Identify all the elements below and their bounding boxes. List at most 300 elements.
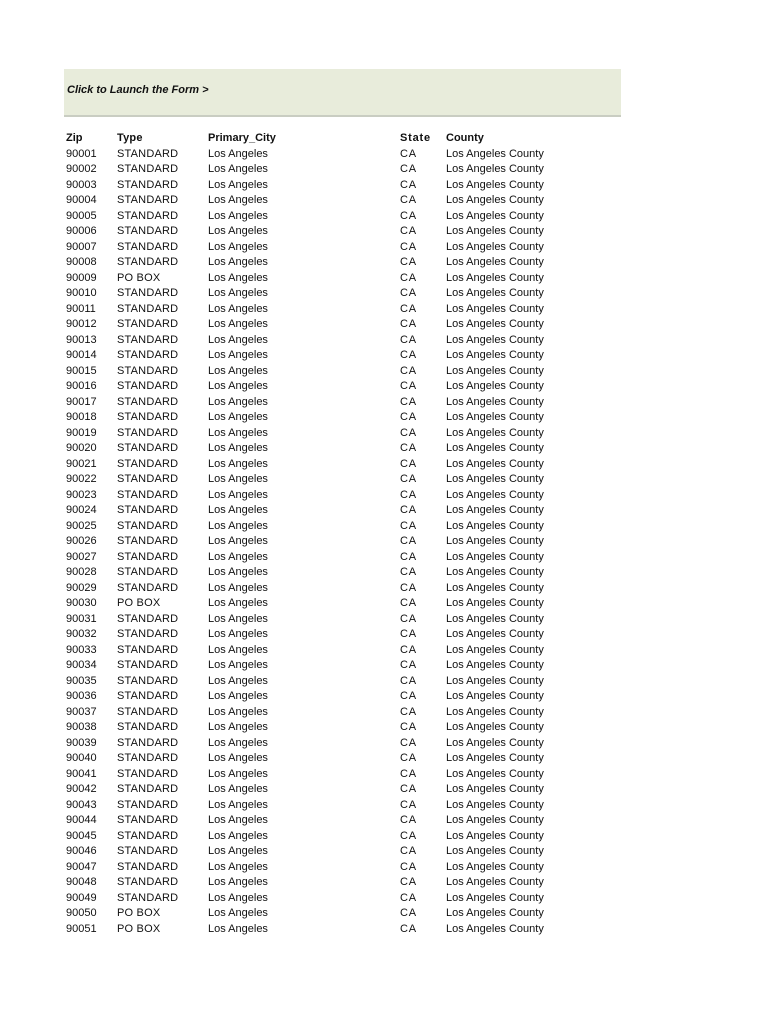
cell-type: STANDARD bbox=[117, 721, 179, 733]
cell-state: CA bbox=[400, 256, 417, 268]
cell-type: STANDARD bbox=[117, 566, 179, 578]
cell-zip: 90042 bbox=[66, 783, 97, 795]
cell-county: Los Angeles County bbox=[446, 535, 544, 547]
cell-primary-city: Los Angeles bbox=[208, 318, 268, 330]
cell-state: CA bbox=[400, 194, 417, 206]
cell-county: Los Angeles County bbox=[446, 612, 544, 625]
cell-county: Los Angeles County bbox=[446, 178, 544, 191]
cell-zip: 90040 bbox=[66, 752, 97, 764]
cell-state: CA bbox=[400, 814, 417, 826]
cell-type: STANDARD bbox=[117, 891, 179, 904]
cell-county: Los Angeles County bbox=[446, 380, 544, 392]
cell-primary-city: Los Angeles bbox=[208, 566, 268, 578]
cell-type: PO BOX bbox=[117, 922, 161, 935]
table-row bbox=[66, 767, 626, 783]
cell-county: Los Angeles County bbox=[446, 845, 544, 857]
cell-state: CA bbox=[400, 550, 417, 563]
cell-zip: 90004 bbox=[66, 194, 97, 206]
cell-county: Los Angeles County bbox=[446, 907, 544, 919]
cell-type: STANDARD bbox=[117, 395, 179, 408]
cell-state: CA bbox=[400, 860, 417, 873]
cell-zip: 90008 bbox=[66, 256, 97, 268]
table-row bbox=[66, 550, 626, 566]
cell-primary-city: Los Angeles bbox=[208, 907, 268, 919]
cell-zip: 90044 bbox=[66, 814, 97, 826]
cell-primary-city: Los Angeles bbox=[208, 876, 268, 888]
table-row bbox=[66, 643, 626, 659]
cell-type: STANDARD bbox=[117, 488, 179, 501]
table-row bbox=[66, 674, 626, 690]
cell-county: Los Angeles County bbox=[446, 318, 544, 330]
cell-county: Los Angeles County bbox=[446, 659, 544, 671]
cell-county: Los Angeles County bbox=[446, 798, 544, 811]
cell-primary-city: Los Angeles bbox=[208, 798, 268, 811]
cell-zip: 90002 bbox=[66, 163, 97, 175]
cell-primary-city: Los Angeles bbox=[208, 147, 268, 160]
cell-type: STANDARD bbox=[117, 426, 179, 439]
cell-county: Los Angeles County bbox=[446, 674, 544, 687]
table-row bbox=[66, 178, 626, 194]
table-row bbox=[66, 751, 626, 767]
cell-type: STANDARD bbox=[117, 209, 179, 222]
zip-table bbox=[66, 131, 626, 937]
cell-county: Los Angeles County bbox=[446, 876, 544, 888]
cell-state: CA bbox=[400, 581, 417, 594]
cell-primary-city: Los Angeles bbox=[208, 814, 268, 826]
cell-state: CA bbox=[400, 674, 417, 687]
cell-primary-city: Los Angeles bbox=[208, 349, 268, 361]
cell-county: Los Angeles County bbox=[446, 597, 544, 609]
cell-state: CA bbox=[400, 411, 417, 423]
cell-county: Los Angeles County bbox=[446, 783, 544, 795]
cell-county: Los Angeles County bbox=[446, 287, 544, 299]
cell-primary-city: Los Angeles bbox=[208, 519, 268, 532]
cell-state: CA bbox=[400, 178, 417, 191]
cell-zip: 90045 bbox=[66, 829, 97, 842]
cell-primary-city: Los Angeles bbox=[208, 457, 268, 470]
table-row bbox=[66, 348, 626, 364]
cell-state: CA bbox=[400, 349, 417, 361]
cell-county: Los Angeles County bbox=[446, 225, 544, 237]
table-row bbox=[66, 720, 626, 736]
cell-zip: 90021 bbox=[66, 457, 97, 470]
cell-state: CA bbox=[400, 488, 417, 501]
cell-type: STANDARD bbox=[117, 845, 179, 857]
cell-zip: 90038 bbox=[66, 721, 97, 733]
cell-county: Los Angeles County bbox=[446, 628, 544, 640]
cell-primary-city: Los Angeles bbox=[208, 178, 268, 191]
cell-type: STANDARD bbox=[117, 442, 179, 454]
cell-county: Los Angeles County bbox=[446, 209, 544, 222]
table-row bbox=[66, 581, 626, 597]
cell-type: STANDARD bbox=[117, 860, 179, 873]
cell-primary-city: Los Angeles bbox=[208, 597, 268, 609]
table-row bbox=[66, 426, 626, 442]
table-row bbox=[66, 364, 626, 380]
table-row bbox=[66, 271, 626, 287]
cell-type: STANDARD bbox=[117, 318, 179, 330]
cell-zip: 90019 bbox=[66, 426, 97, 439]
table-row bbox=[66, 395, 626, 411]
cell-primary-city: Los Angeles bbox=[208, 442, 268, 454]
table-row bbox=[66, 705, 626, 721]
cell-zip: 90032 bbox=[66, 628, 97, 640]
cell-zip: 90010 bbox=[66, 287, 97, 299]
table-row bbox=[66, 612, 626, 628]
table-row bbox=[66, 596, 626, 612]
column-header-county: County bbox=[446, 132, 484, 144]
table-row bbox=[66, 503, 626, 519]
cell-primary-city: Los Angeles bbox=[208, 581, 268, 594]
cell-state: CA bbox=[400, 845, 417, 857]
cell-type: STANDARD bbox=[117, 628, 179, 640]
cell-type: STANDARD bbox=[117, 612, 179, 625]
cell-state: CA bbox=[400, 535, 417, 547]
cell-primary-city: Los Angeles bbox=[208, 209, 268, 222]
cell-type: PO BOX bbox=[117, 907, 161, 919]
cell-type: STANDARD bbox=[117, 457, 179, 470]
launch-form-banner bbox=[64, 69, 621, 117]
cell-county: Los Angeles County bbox=[446, 271, 544, 284]
cell-zip: 90006 bbox=[66, 225, 97, 237]
cell-type: STANDARD bbox=[117, 736, 179, 749]
cell-zip: 90029 bbox=[66, 581, 97, 594]
cell-zip: 90041 bbox=[66, 767, 97, 780]
cell-zip: 90018 bbox=[66, 411, 97, 423]
cell-county: Los Angeles County bbox=[446, 643, 544, 656]
cell-county: Los Angeles County bbox=[446, 860, 544, 873]
cell-zip: 90036 bbox=[66, 690, 97, 702]
column-header-primary-city: Primary_City bbox=[208, 132, 276, 144]
cell-state: CA bbox=[400, 426, 417, 439]
cell-state: CA bbox=[400, 519, 417, 532]
launch-form-link[interactable]: Click to Launch the Form > bbox=[67, 84, 209, 96]
cell-county: Los Angeles County bbox=[446, 829, 544, 842]
cell-primary-city: Los Angeles bbox=[208, 395, 268, 408]
table-row bbox=[66, 922, 626, 938]
cell-county: Los Angeles County bbox=[446, 690, 544, 702]
cell-zip: 90028 bbox=[66, 566, 97, 578]
cell-zip: 90001 bbox=[66, 147, 97, 160]
cell-county: Los Angeles County bbox=[446, 442, 544, 454]
cell-primary-city: Los Angeles bbox=[208, 333, 268, 346]
cell-state: CA bbox=[400, 891, 417, 904]
cell-zip: 90049 bbox=[66, 891, 97, 904]
cell-county: Los Angeles County bbox=[446, 349, 544, 361]
cell-zip: 90046 bbox=[66, 845, 97, 857]
cell-type: STANDARD bbox=[117, 659, 179, 671]
cell-type: PO BOX bbox=[117, 597, 161, 609]
cell-county: Los Angeles County bbox=[446, 194, 544, 206]
table-row bbox=[66, 782, 626, 798]
cell-county: Los Angeles County bbox=[446, 767, 544, 780]
cell-state: CA bbox=[400, 922, 417, 935]
cell-type: STANDARD bbox=[117, 240, 179, 253]
cell-county: Los Angeles County bbox=[446, 721, 544, 733]
cell-type: STANDARD bbox=[117, 163, 179, 175]
cell-state: CA bbox=[400, 442, 417, 454]
cell-county: Los Angeles County bbox=[446, 457, 544, 470]
cell-primary-city: Los Angeles bbox=[208, 302, 268, 315]
cell-zip: 90013 bbox=[66, 333, 97, 346]
cell-zip: 90022 bbox=[66, 473, 97, 485]
table-row bbox=[66, 875, 626, 891]
cell-type: STANDARD bbox=[117, 225, 179, 237]
table-row bbox=[66, 565, 626, 581]
cell-primary-city: Los Angeles bbox=[208, 860, 268, 873]
table-row bbox=[66, 736, 626, 752]
table-row bbox=[66, 193, 626, 209]
table-row bbox=[66, 379, 626, 395]
cell-type: STANDARD bbox=[117, 504, 179, 516]
table-row bbox=[66, 410, 626, 426]
column-header-zip: Zip bbox=[66, 132, 83, 144]
cell-zip: 90016 bbox=[66, 380, 97, 392]
cell-state: CA bbox=[400, 271, 417, 284]
cell-state: CA bbox=[400, 659, 417, 671]
cell-zip: 90031 bbox=[66, 612, 97, 625]
cell-zip: 90047 bbox=[66, 860, 97, 873]
cell-zip: 90015 bbox=[66, 364, 97, 377]
cell-state: CA bbox=[400, 147, 417, 160]
cell-zip: 90003 bbox=[66, 178, 97, 191]
cell-primary-city: Los Angeles bbox=[208, 829, 268, 842]
cell-zip: 90043 bbox=[66, 798, 97, 811]
cell-primary-city: Los Angeles bbox=[208, 504, 268, 516]
cell-state: CA bbox=[400, 302, 417, 315]
table-row bbox=[66, 906, 626, 922]
cell-state: CA bbox=[400, 829, 417, 842]
cell-state: CA bbox=[400, 643, 417, 656]
cell-primary-city: Los Angeles bbox=[208, 659, 268, 671]
cell-state: CA bbox=[400, 163, 417, 175]
table-row bbox=[66, 844, 626, 860]
cell-county: Los Angeles County bbox=[446, 333, 544, 346]
cell-type: STANDARD bbox=[117, 581, 179, 594]
cell-primary-city: Los Angeles bbox=[208, 752, 268, 764]
cell-zip: 90039 bbox=[66, 736, 97, 749]
cell-county: Los Angeles County bbox=[446, 752, 544, 764]
cell-state: CA bbox=[400, 287, 417, 299]
cell-type: PO BOX bbox=[117, 271, 161, 284]
cell-zip: 90037 bbox=[66, 705, 97, 718]
cell-primary-city: Los Angeles bbox=[208, 488, 268, 501]
cell-primary-city: Los Angeles bbox=[208, 690, 268, 702]
cell-state: CA bbox=[400, 752, 417, 764]
cell-primary-city: Los Angeles bbox=[208, 380, 268, 392]
cell-zip: 90030 bbox=[66, 597, 97, 609]
cell-state: CA bbox=[400, 457, 417, 470]
cell-state: CA bbox=[400, 628, 417, 640]
cell-county: Los Angeles County bbox=[446, 814, 544, 826]
cell-type: STANDARD bbox=[117, 550, 179, 563]
table-row bbox=[66, 333, 626, 349]
cell-primary-city: Los Angeles bbox=[208, 721, 268, 733]
cell-primary-city: Los Angeles bbox=[208, 767, 268, 780]
cell-primary-city: Los Angeles bbox=[208, 256, 268, 268]
cell-zip: 90034 bbox=[66, 659, 97, 671]
cell-zip: 90035 bbox=[66, 674, 97, 687]
cell-state: CA bbox=[400, 597, 417, 609]
cell-primary-city: Los Angeles bbox=[208, 643, 268, 656]
cell-primary-city: Los Angeles bbox=[208, 705, 268, 718]
cell-type: STANDARD bbox=[117, 287, 179, 299]
cell-primary-city: Los Angeles bbox=[208, 240, 268, 253]
cell-type: STANDARD bbox=[117, 519, 179, 532]
cell-primary-city: Los Angeles bbox=[208, 225, 268, 237]
cell-county: Los Angeles County bbox=[446, 550, 544, 563]
cell-primary-city: Los Angeles bbox=[208, 194, 268, 206]
cell-zip: 90051 bbox=[66, 922, 97, 935]
cell-type: STANDARD bbox=[117, 333, 179, 346]
cell-county: Los Angeles County bbox=[446, 395, 544, 408]
cell-state: CA bbox=[400, 504, 417, 516]
cell-state: CA bbox=[400, 612, 417, 625]
cell-county: Los Angeles County bbox=[446, 891, 544, 904]
cell-zip: 90023 bbox=[66, 488, 97, 501]
cell-state: CA bbox=[400, 364, 417, 377]
cell-primary-city: Los Angeles bbox=[208, 628, 268, 640]
cell-primary-city: Los Angeles bbox=[208, 535, 268, 547]
cell-county: Los Angeles County bbox=[446, 519, 544, 532]
cell-county: Los Angeles County bbox=[446, 488, 544, 501]
cell-primary-city: Los Angeles bbox=[208, 473, 268, 485]
cell-type: STANDARD bbox=[117, 876, 179, 888]
table-body bbox=[66, 147, 626, 938]
cell-state: CA bbox=[400, 395, 417, 408]
cell-zip: 90048 bbox=[66, 876, 97, 888]
cell-zip: 90005 bbox=[66, 209, 97, 222]
cell-primary-city: Los Angeles bbox=[208, 271, 268, 284]
cell-zip: 90017 bbox=[66, 395, 97, 408]
table-row bbox=[66, 302, 626, 318]
cell-county: Los Angeles County bbox=[446, 581, 544, 594]
table-row bbox=[66, 147, 626, 163]
table-row bbox=[66, 286, 626, 302]
table-row bbox=[66, 829, 626, 845]
cell-zip: 90020 bbox=[66, 442, 97, 454]
cell-primary-city: Los Angeles bbox=[208, 783, 268, 795]
cell-zip: 90027 bbox=[66, 550, 97, 563]
cell-type: STANDARD bbox=[117, 411, 179, 423]
cell-primary-city: Los Angeles bbox=[208, 922, 268, 935]
cell-type: STANDARD bbox=[117, 380, 179, 392]
cell-county: Los Angeles County bbox=[446, 411, 544, 423]
cell-state: CA bbox=[400, 225, 417, 237]
cell-zip: 90050 bbox=[66, 907, 97, 919]
cell-primary-city: Los Angeles bbox=[208, 612, 268, 625]
table-row bbox=[66, 627, 626, 643]
table-row bbox=[66, 519, 626, 535]
cell-county: Los Angeles County bbox=[446, 163, 544, 175]
cell-type: STANDARD bbox=[117, 473, 179, 485]
cell-zip: 90009 bbox=[66, 271, 97, 284]
cell-type: STANDARD bbox=[117, 690, 179, 702]
cell-type: STANDARD bbox=[117, 364, 179, 377]
table-row bbox=[66, 162, 626, 178]
cell-county: Los Angeles County bbox=[446, 240, 544, 253]
cell-state: CA bbox=[400, 240, 417, 253]
cell-state: CA bbox=[400, 736, 417, 749]
table-row bbox=[66, 472, 626, 488]
cell-type: STANDARD bbox=[117, 674, 179, 687]
cell-state: CA bbox=[400, 783, 417, 795]
cell-primary-city: Los Angeles bbox=[208, 736, 268, 749]
column-header-state: State bbox=[400, 132, 431, 144]
cell-type: STANDARD bbox=[117, 302, 179, 315]
cell-type: STANDARD bbox=[117, 814, 179, 826]
cell-county: Los Angeles County bbox=[446, 256, 544, 268]
cell-primary-city: Los Angeles bbox=[208, 891, 268, 904]
table-row bbox=[66, 891, 626, 907]
cell-type: STANDARD bbox=[117, 798, 179, 811]
table-row bbox=[66, 534, 626, 550]
column-header-type: Type bbox=[117, 132, 143, 144]
table-row bbox=[66, 658, 626, 674]
table-row bbox=[66, 209, 626, 225]
cell-primary-city: Los Angeles bbox=[208, 163, 268, 175]
cell-type: STANDARD bbox=[117, 752, 179, 764]
cell-county: Los Angeles County bbox=[446, 504, 544, 516]
table-row bbox=[66, 689, 626, 705]
cell-state: CA bbox=[400, 566, 417, 578]
cell-county: Los Angeles County bbox=[446, 302, 544, 315]
cell-zip: 90012 bbox=[66, 318, 97, 330]
cell-county: Los Angeles County bbox=[446, 705, 544, 718]
cell-state: CA bbox=[400, 705, 417, 718]
cell-county: Los Angeles County bbox=[446, 473, 544, 485]
cell-primary-city: Los Angeles bbox=[208, 364, 268, 377]
cell-state: CA bbox=[400, 721, 417, 733]
cell-state: CA bbox=[400, 907, 417, 919]
cell-zip: 90024 bbox=[66, 504, 97, 516]
table-row bbox=[66, 860, 626, 876]
table-row bbox=[66, 317, 626, 333]
cell-zip: 90011 bbox=[66, 302, 96, 315]
cell-type: STANDARD bbox=[117, 705, 179, 718]
cell-type: STANDARD bbox=[117, 767, 179, 780]
cell-type: STANDARD bbox=[117, 256, 179, 268]
cell-state: CA bbox=[400, 876, 417, 888]
table-row bbox=[66, 255, 626, 271]
table-row bbox=[66, 813, 626, 829]
cell-state: CA bbox=[400, 318, 417, 330]
cell-primary-city: Los Angeles bbox=[208, 426, 268, 439]
cell-state: CA bbox=[400, 333, 417, 346]
cell-type: STANDARD bbox=[117, 783, 179, 795]
cell-type: STANDARD bbox=[117, 535, 179, 547]
cell-county: Los Angeles County bbox=[446, 736, 544, 749]
cell-county: Los Angeles County bbox=[446, 147, 544, 160]
cell-county: Los Angeles County bbox=[446, 922, 544, 935]
cell-state: CA bbox=[400, 767, 417, 780]
table-row bbox=[66, 488, 626, 504]
cell-state: CA bbox=[400, 473, 417, 485]
cell-type: STANDARD bbox=[117, 147, 179, 160]
cell-primary-city: Los Angeles bbox=[208, 550, 268, 563]
cell-state: CA bbox=[400, 690, 417, 702]
cell-type: STANDARD bbox=[117, 194, 179, 206]
cell-zip: 90025 bbox=[66, 519, 97, 532]
cell-primary-city: Los Angeles bbox=[208, 287, 268, 299]
cell-zip: 90014 bbox=[66, 349, 97, 361]
cell-county: Los Angeles County bbox=[446, 566, 544, 578]
cell-type: STANDARD bbox=[117, 349, 179, 361]
cell-county: Los Angeles County bbox=[446, 364, 544, 377]
table-header-row bbox=[66, 131, 626, 147]
table-row bbox=[66, 441, 626, 457]
cell-type: STANDARD bbox=[117, 178, 179, 191]
